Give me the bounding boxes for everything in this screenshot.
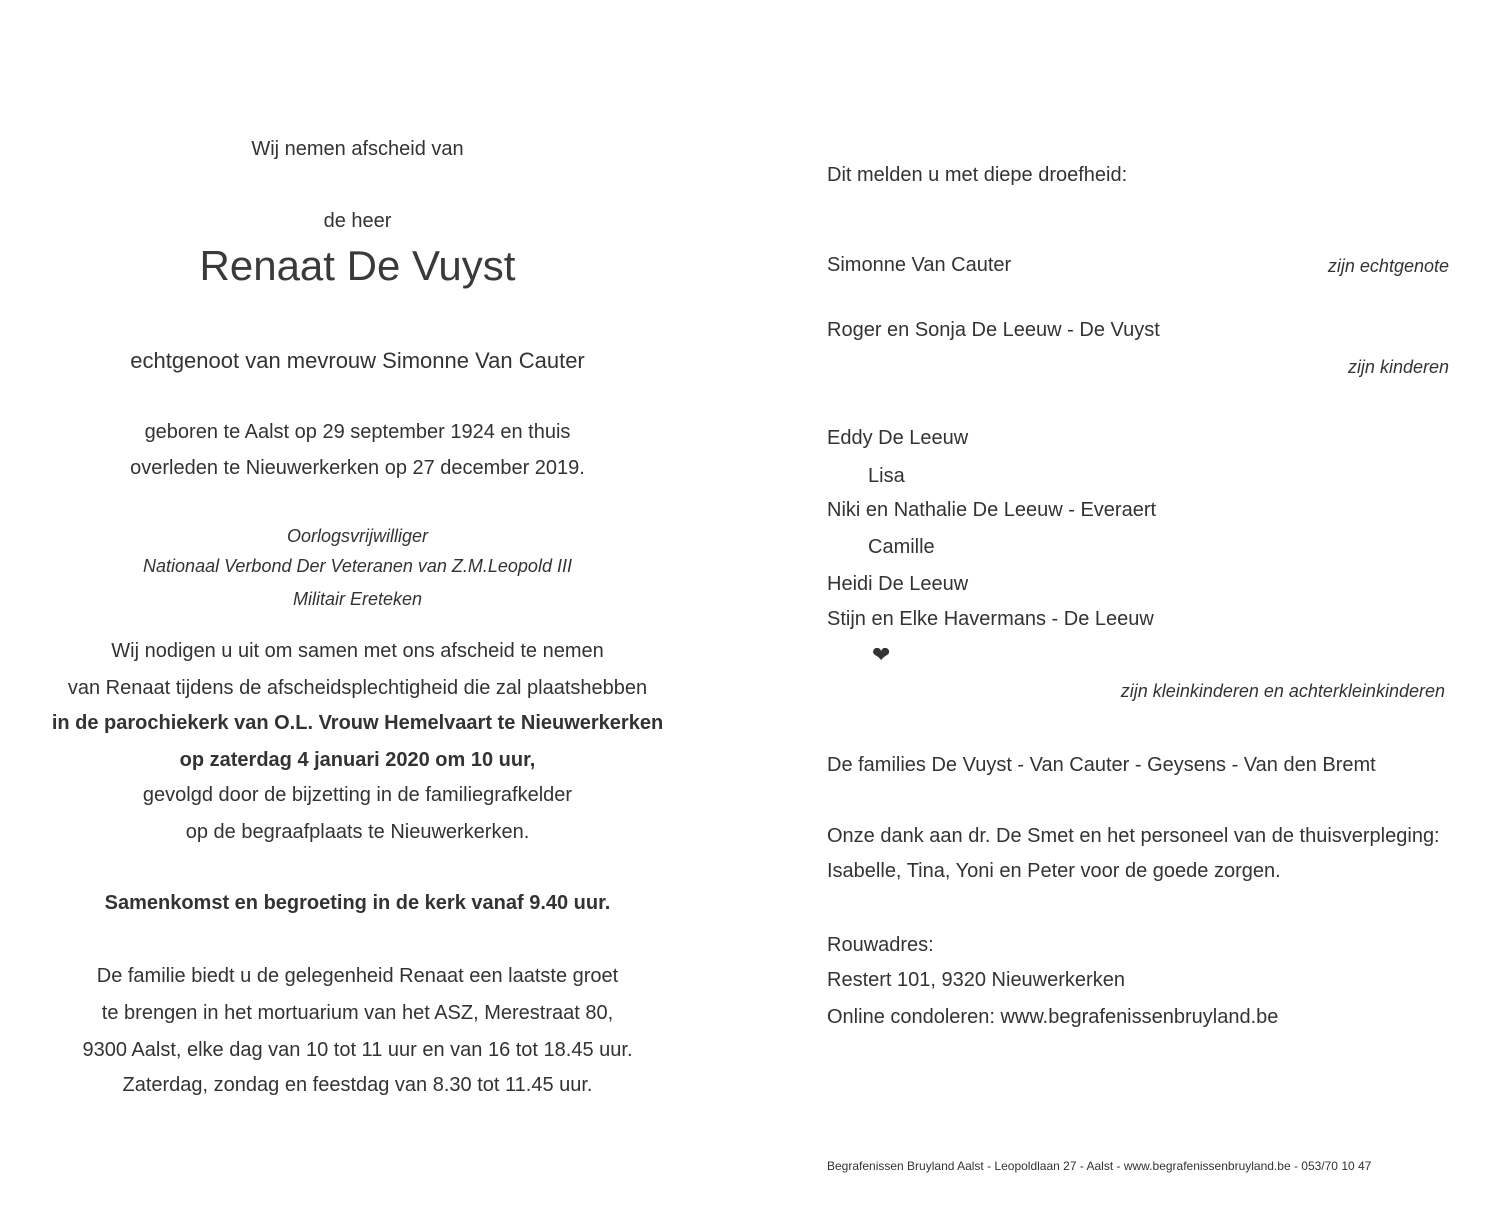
grandchild-line: Eddy De Leeuw [827,427,969,449]
great-grandchild-line: Lisa [868,465,905,487]
announce-text: Dit melden u met diepe droefheid: [827,164,1128,186]
invite-line: van Renaat tijdens de afscheidsplechtigheid die zal plaatshebben [67,677,648,699]
spouse-role: zijn echtgenote [1327,256,1449,276]
spouse-name: Simonne Van Cauter [827,254,1012,276]
address-line: Restert 101, 9320 Nieuwerkerken [827,969,1125,991]
honor-line: Militair Ereteken [292,589,423,609]
address-label: Rouwadres: [827,934,934,956]
thanks-line: Onze dank aan dr. De Smet en het personeel van de thuisverpleging: [827,825,1440,847]
footer-text: Begrafenissen Bruyland Aalst - Leopoldlaan 27 - Aalst - www.begrafenissenbruyland.be - 053/70 10 47 [827,1159,1372,1173]
spouse-line: echtgenoot van mevrouw Simonne Van Cauter [130,348,585,373]
death-line: overleden te Nieuwerkerken op 27 december 2019. [130,457,585,479]
intro-text: Wij nemen afscheid van [251,138,464,160]
visit-line: te brengen in het mortuarium van het ASZ, Merestraat 80, [101,1002,614,1024]
online-condolence-line: Online condoleren: www.begrafenissenbruyland.be [827,1006,1279,1028]
visit-line: Zaterdag, zondag en feestdag van 8.30 tot 11.45 uur. [122,1074,593,1096]
great-grandchild-line: Camille [868,536,935,558]
deceased-name: Renaat De Vuyst [199,242,516,289]
date-line: op zaterdag 4 januari 2020 om 10 uur, [179,749,536,771]
gathering-line: Samenkomst en begroeting in de kerk vanaf 9.40 uur. [104,892,611,914]
grandchild-line: Niki en Nathalie De Leeuw - Everaert [827,499,1157,521]
grandchild-line: Stijn en Elke Havermans - De Leeuw [827,608,1154,630]
invite-line: gevolgd door de bijzetting in de familiegrafkelder [142,784,573,806]
invite-line: op de begraafplaats te Nieuwerkerken. [185,821,530,843]
birth-line: geboren te Aalst op 29 september 1924 en thuis [144,421,571,443]
children-role: zijn kinderen [1347,357,1449,377]
honorific: de heer [323,210,392,232]
visit-line: 9300 Aalst, elke dag van 10 tot 11 uur en van 16 tot 18.45 uur. [82,1039,633,1061]
grandchild-line: Heidi De Leeuw [827,573,969,595]
grandchildren-role: zijn kleinkinderen en achterkleinkinderen [1120,681,1445,701]
visit-line: De familie biedt u de gelegenheid Renaat een laatste groet [96,965,619,987]
families-line: De families De Vuyst - Van Cauter - Geysens - Van den Bremt [827,754,1376,776]
thanks-line: Isabelle, Tina, Yoni en Peter voor de goede zorgen. [827,860,1281,882]
honor-line: Oorlogsvrijwilliger [286,526,429,546]
church-line: in de parochiekerk van O.L. Vrouw Hemelvaart te Nieuwerkerken [51,712,664,734]
invite-line: Wij nodigen u uit om samen met ons afscheid te nemen [111,640,604,662]
children-name: Roger en Sonja De Leeuw - De Vuyst [827,319,1160,341]
heart-icon: ❤ [872,642,891,667]
honor-line: Nationaal Verbond Der Veteranen van Z.M.Leopold III [143,556,572,576]
